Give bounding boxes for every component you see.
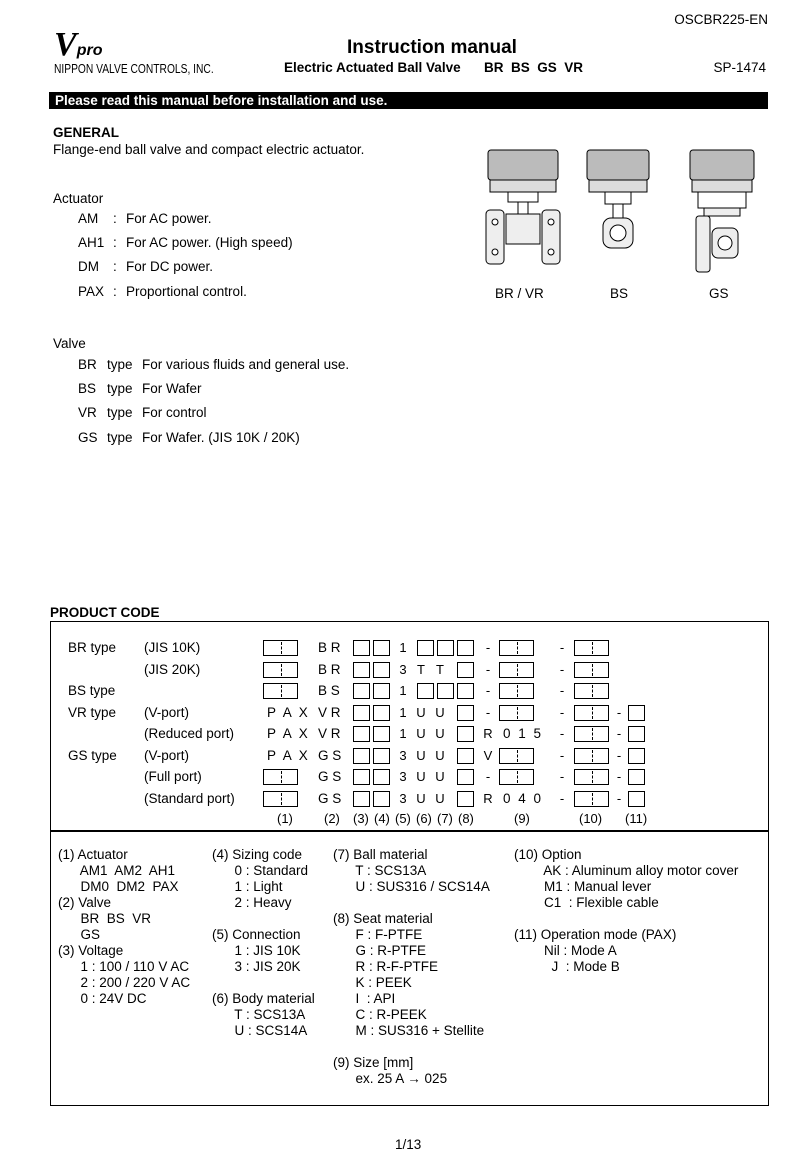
- valve-illustration-gs: [684, 142, 760, 277]
- legend-line: BR BS VR: [58, 911, 152, 926]
- code-seat-box: [457, 769, 474, 785]
- code-size-cell: [499, 662, 534, 678]
- legend-line: 2 : 200 / 220 V AC: [58, 975, 191, 990]
- code-ball-box: [437, 640, 454, 656]
- actuator-sep: :: [113, 211, 117, 226]
- code-separator: -: [559, 704, 565, 720]
- code-seat-box: [457, 705, 474, 721]
- code-valve: B R: [318, 661, 341, 677]
- actuator-sep: :: [113, 259, 117, 274]
- code-option-cell: [574, 683, 609, 699]
- legend-line: F : F-PTFE: [333, 927, 423, 942]
- code-separator: -: [559, 790, 565, 806]
- row-variant: (Reduced port): [144, 726, 235, 741]
- code-voltage-box: [353, 640, 370, 656]
- code-option-cell: [574, 726, 609, 742]
- row-variant: (V-port): [144, 747, 190, 763]
- position-label: (11): [625, 811, 648, 826]
- actuator-desc: For AC power. (High speed): [126, 235, 293, 250]
- legend-line: AK : Aluminum alloy motor cover: [514, 863, 739, 878]
- model-list: BR BS GS VR: [484, 60, 584, 75]
- valve-type-word: type: [107, 430, 133, 445]
- code-mode-box: [628, 748, 645, 764]
- page-title: Instruction manual: [347, 37, 517, 58]
- code-separator: -: [559, 747, 565, 763]
- code-size-cell: [499, 640, 534, 656]
- position-label: (4): [374, 811, 390, 826]
- code-actuator-cell: [263, 662, 298, 678]
- valve-code: GS: [78, 430, 98, 445]
- legend-line: DM0 DM2 PAX: [58, 879, 179, 894]
- code-voltage-box: [353, 662, 370, 678]
- product-code-heading: PRODUCT CODE: [50, 605, 160, 620]
- code-connection: 3: [399, 769, 407, 784]
- code-option-cell: [574, 769, 609, 785]
- code-ball: T: [436, 661, 444, 677]
- code-separator: -: [485, 661, 491, 677]
- legend-line: U : SUS316 / SCS14A: [333, 879, 490, 894]
- code-connection: 3: [399, 747, 407, 763]
- legend-line: (7) Ball material: [333, 847, 428, 862]
- legend-line: AM1 AM2 AH1: [58, 863, 176, 878]
- code-size-cell: [499, 748, 534, 764]
- code-ball: U: [435, 726, 445, 741]
- company-name: NIPPON VALVE CONTROLS, INC.: [54, 62, 214, 76]
- code-body-box: [417, 640, 434, 656]
- code-connection: 3: [399, 661, 407, 677]
- code-connection: 1: [399, 704, 407, 720]
- actuator-desc: Proportional control.: [126, 284, 247, 299]
- legend-line: C1 : Flexible cable: [514, 895, 659, 910]
- code-body: U: [416, 790, 426, 806]
- general-heading: GENERAL: [53, 125, 120, 140]
- legend-line: M1 : Manual lever: [514, 879, 652, 894]
- legend-line: (8) Seat material: [333, 911, 433, 926]
- legend-line: 2 : Heavy: [212, 895, 292, 910]
- code-separator: -: [616, 769, 622, 784]
- code-separator: -: [616, 790, 622, 806]
- code-sizing-box: [373, 769, 390, 785]
- code-seat-box: [457, 791, 474, 807]
- code-sizing-box: [373, 683, 390, 699]
- code-separator: -: [559, 726, 565, 741]
- code-sizing-box: [373, 662, 390, 678]
- legend-line: C : R-PEEK: [333, 1007, 427, 1022]
- actuator-desc: For AC power.: [126, 211, 212, 226]
- position-label: (10): [579, 811, 603, 826]
- actuator-sep: :: [113, 284, 117, 299]
- code-option-cell: [574, 791, 609, 807]
- legend-line: (6) Body material: [212, 991, 315, 1006]
- valve-desc: For Wafer: [142, 381, 202, 396]
- company-logo: [54, 26, 103, 63]
- actuator-sep: :: [113, 235, 117, 250]
- code-sizing-box: [373, 748, 390, 764]
- row-variant: (Standard port): [144, 790, 235, 806]
- legend-line: T : SCS13A: [212, 1007, 306, 1022]
- position-label: (7): [437, 811, 453, 826]
- valve-type-word: type: [107, 357, 133, 372]
- code-valve: V R: [318, 704, 341, 720]
- position-label: (1): [277, 811, 293, 826]
- code-connection: 3: [399, 790, 407, 806]
- actuator-code: DM: [78, 259, 99, 274]
- code-size-cell: [499, 705, 534, 721]
- legend-line: U : SCS14A: [212, 1023, 308, 1038]
- legend-line: G : R-PTFE: [333, 943, 427, 958]
- code-actuator-cell: [263, 683, 298, 699]
- code-voltage-box: [353, 791, 370, 807]
- code-separator: -: [616, 726, 622, 741]
- legend-line: Nil : Mode A: [514, 943, 617, 958]
- valve-illustration-br-vr: [478, 142, 568, 282]
- valve-desc: For control: [142, 405, 207, 420]
- code-mode-box: [628, 769, 645, 785]
- actuator-code: AH1: [78, 235, 105, 250]
- code-actuator-cell: [263, 640, 298, 656]
- row-type: BR type: [68, 640, 117, 655]
- valve-heading: Valve: [53, 336, 86, 351]
- code-seat-box: [457, 683, 474, 699]
- code-ball: U: [435, 704, 445, 720]
- read-notice-banner: Please read this manual before installation and use.: [49, 92, 768, 109]
- legend-line: R : R-F-PTFE: [333, 959, 438, 974]
- valve-type-word: type: [107, 381, 133, 396]
- code-size-cell: [499, 683, 534, 699]
- code-ball-box: [437, 683, 454, 699]
- legend-line: (4) Sizing code: [212, 847, 303, 862]
- sp-code: SP-1474: [713, 60, 766, 75]
- legend-line: (5) Connection: [212, 927, 301, 942]
- code-valve: G S: [318, 769, 342, 784]
- code-size: 0 1 5: [503, 726, 544, 741]
- actuator-heading: Actuator: [53, 191, 104, 206]
- valve-desc: For Wafer. (JIS 10K / 20K): [142, 430, 300, 445]
- code-separator: R: [483, 726, 493, 741]
- valve-code: BS: [78, 381, 97, 396]
- code-voltage-box: [353, 705, 370, 721]
- row-type: BS type: [68, 683, 116, 698]
- code-size-cell: [499, 769, 534, 785]
- code-sizing-box: [373, 791, 390, 807]
- row-variant: (Full port): [144, 769, 202, 784]
- code-body: U: [416, 726, 426, 741]
- legend-line: GS: [58, 927, 101, 942]
- valve-code: VR: [78, 405, 97, 420]
- code-separator: -: [485, 640, 491, 655]
- code-voltage-box: [353, 748, 370, 764]
- row-type: GS type: [68, 747, 117, 763]
- code-actuator-cell: [263, 769, 298, 785]
- legend-line: I : API: [333, 991, 396, 1006]
- position-label: (6): [416, 811, 432, 826]
- code-connection: 1: [399, 683, 407, 698]
- legend-line: 1 : Light: [212, 879, 283, 894]
- legend-line: 0 : 24V DC: [58, 991, 147, 1006]
- code-body: T: [417, 661, 425, 677]
- valve-illustration-bs: [583, 142, 653, 272]
- legend-line: 1 : JIS 10K: [212, 943, 301, 958]
- code-voltage-box: [353, 769, 370, 785]
- row-variant: (V-port): [144, 704, 190, 720]
- figure-label-br-vr: BR / VR: [495, 286, 544, 301]
- code-connection: 1: [399, 726, 407, 741]
- code-mode-box: [628, 791, 645, 807]
- code-body-box: [417, 683, 434, 699]
- actuator-code: AM: [78, 211, 99, 226]
- code-valve: G S: [318, 747, 342, 763]
- legend-line: (9) Size [mm]: [333, 1055, 414, 1070]
- code-valve: V R: [318, 726, 341, 741]
- row-variant: (JIS 20K): [144, 661, 201, 677]
- code-option-cell: [574, 640, 609, 656]
- figure-label-gs: GS: [709, 286, 729, 301]
- code-separator: -: [559, 640, 565, 655]
- legend-line: 3 : JIS 20K: [212, 959, 301, 974]
- page-number: 1/13: [395, 1137, 422, 1152]
- code-separator: -: [485, 683, 491, 698]
- code-voltage-box: [353, 683, 370, 699]
- code-size: 0 4 0: [503, 790, 544, 806]
- code-ball: U: [435, 747, 445, 763]
- code-valve: G S: [318, 790, 342, 806]
- code-mode-box: [628, 705, 645, 721]
- actuator-desc: For DC power.: [126, 259, 214, 274]
- legend-line: 1 : 100 / 110 V AC: [58, 959, 190, 974]
- code-actuator: P A X: [267, 704, 310, 720]
- position-label: (5): [395, 811, 411, 826]
- position-label: (8): [458, 811, 474, 826]
- code-separator: -: [559, 683, 565, 698]
- code-voltage-box: [353, 726, 370, 742]
- code-connection: 1: [399, 640, 407, 655]
- legend-line: (2) Valve: [58, 895, 112, 910]
- position-label: (3): [353, 811, 369, 826]
- code-separator: V: [483, 747, 493, 763]
- legend-line: ex. 25 A → 025: [333, 1071, 448, 1086]
- legend-line: (3) Voltage: [58, 943, 124, 958]
- code-separator: -: [559, 661, 565, 677]
- code-body: U: [416, 769, 426, 784]
- code-sizing-box: [373, 705, 390, 721]
- code-separator: -: [559, 769, 565, 784]
- code-valve: B S: [318, 683, 340, 698]
- code-actuator: P A X: [267, 747, 310, 763]
- actuator-code: PAX: [78, 284, 105, 299]
- row-variant: (JIS 10K): [144, 640, 201, 655]
- code-separator: -: [616, 704, 622, 720]
- code-seat-box: [457, 748, 474, 764]
- code-separator: -: [485, 769, 491, 784]
- code-body: U: [416, 704, 426, 720]
- valve-type-word: type: [107, 405, 133, 420]
- code-actuator: P A X: [267, 726, 310, 741]
- row-type: VR type: [68, 704, 117, 720]
- general-text: Flange-end ball valve and compact electric actuator.: [53, 142, 365, 157]
- code-actuator-cell: [263, 791, 298, 807]
- code-separator: -: [485, 704, 491, 720]
- code-option-cell: [574, 705, 609, 721]
- legend-line: T : SCS13A: [333, 863, 427, 878]
- code-separator: R: [483, 790, 493, 806]
- logo-letter: V: [54, 26, 77, 63]
- legend-line: M : SUS316 + Stellite: [333, 1023, 485, 1038]
- code-separator: -: [616, 747, 622, 763]
- figure-label-bs: BS: [610, 286, 629, 301]
- code-ball: U: [435, 769, 445, 784]
- code-mode-box: [628, 726, 645, 742]
- code-body: U: [416, 747, 426, 763]
- valve-desc: For various fluids and general use.: [142, 357, 350, 372]
- code-ball: U: [435, 790, 445, 806]
- legend-line: J : Mode B: [514, 959, 620, 974]
- page-subtitle: Electric Actuated Ball Valve: [284, 60, 461, 75]
- logo-pro: pro: [76, 42, 103, 59]
- legend-line: 0 : Standard: [212, 863, 309, 878]
- code-seat-box: [457, 726, 474, 742]
- code-seat-box: [457, 662, 474, 678]
- code-option-cell: [574, 748, 609, 764]
- code-option-cell: [574, 662, 609, 678]
- code-sizing-box: [373, 640, 390, 656]
- position-label: (9): [514, 811, 530, 826]
- code-valve: B R: [318, 640, 341, 655]
- code-sizing-box: [373, 726, 390, 742]
- legend-line: K : PEEK: [333, 975, 412, 990]
- doc-id: OSCBR225-EN: [674, 12, 768, 27]
- position-label: (2): [324, 811, 340, 826]
- legend-line: (11) Operation mode (PAX): [514, 927, 677, 942]
- valve-code: BR: [78, 357, 97, 372]
- legend-line: (1) Actuator: [58, 847, 128, 862]
- code-seat-box: [457, 640, 474, 656]
- legend-line: (10) Option: [514, 847, 582, 862]
